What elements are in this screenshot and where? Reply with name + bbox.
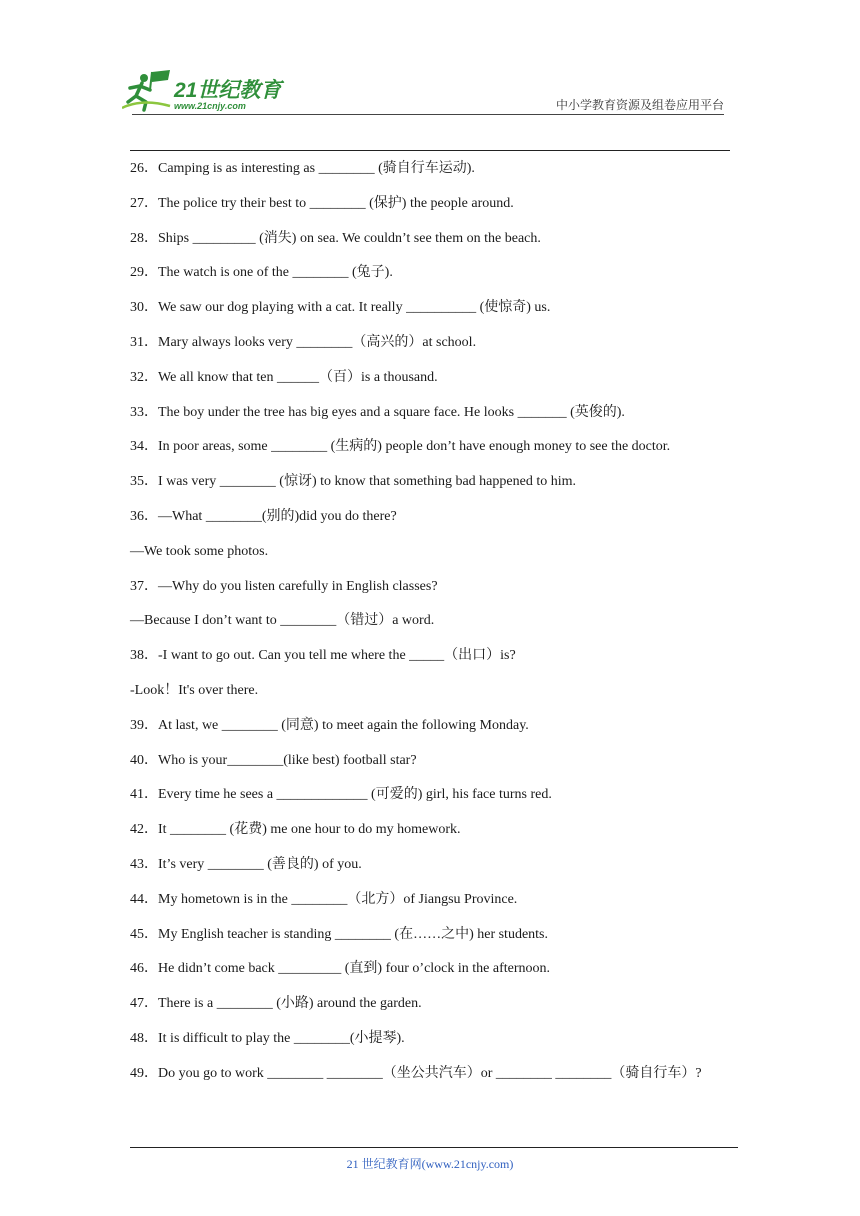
- footer-site-link[interactable]: 21 世纪教育网(www.21cnjy.com): [346, 1157, 514, 1171]
- logo-url: www.21cnjy.com: [174, 101, 246, 111]
- question-30: 30．We saw our dog playing with a cat. It really __________ (使惊奇) us.: [130, 300, 551, 316]
- page-header: [0, 0, 860, 160]
- question-40: 40．Who is your________(like best) football star?: [130, 752, 417, 768]
- question-45: 45．My English teacher is standing ________ (在……之中) her students.: [130, 926, 549, 942]
- answer-38: -Look！It's over there.: [130, 682, 259, 698]
- question-29: 29．The watch is one of the ________ (兔子).: [130, 265, 393, 281]
- question-48: 48．It is difficult to play the ________(小提琴).: [130, 1030, 405, 1046]
- question-38: 38．-I want to go out. Can you tell me where the _____（出口）is?: [130, 648, 516, 664]
- header-platform-label: 中小学教育资源及组卷应用平台: [555, 98, 724, 112]
- question-31: 31．Mary always looks very ________（高兴的）at school.: [130, 334, 477, 350]
- logo-text: 21世纪教育: [174, 79, 282, 102]
- footer-divider: [130, 1147, 738, 1148]
- question-35: 35．I was very ________ (惊讶) to know that something bad happened to him.: [130, 474, 576, 490]
- question-26: 26．Camping is as interesting as ________ (骑自行车运动).: [130, 161, 475, 176]
- question-41: 41．Every time he sees a _____________ (可爱的) girl, his face turns red.: [130, 787, 552, 803]
- question-49: 49．Do you go to work ________ ________（坐公共汽车）or ________ ________（骑自行车）?: [130, 1065, 702, 1081]
- question-32: 32．We all know that ten ______（百）is a thousand.: [130, 369, 438, 385]
- runner-logo-icon: [122, 68, 178, 114]
- question-28: 28．Ships _________ (消失) on sea. We couldn’t see them on the beach.: [130, 230, 541, 246]
- answer-36: —We took some photos.: [130, 543, 269, 559]
- question-47: 47．There is a ________ (小路) around the garden.: [130, 996, 422, 1012]
- question-43: 43．It’s very ________ (善良的) of you.: [130, 856, 362, 872]
- header-divider-bold: [130, 150, 730, 151]
- question-42: 42．It ________ (花费) me one hour to do my homework.: [130, 822, 461, 838]
- question-39: 39．At last, we ________ (同意) to meet again the following Monday.: [130, 717, 529, 733]
- answer-37: —Because I don’t want to ________（错过）a word.: [130, 613, 435, 629]
- question-list: [130, 158, 730, 1091]
- question-46: 46．He didn’t come back _________ (直到) four o’clock in the afternoon.: [130, 961, 551, 977]
- question-44: 44．My hometown is in the ________（北方）of Jiangsu Province.: [130, 891, 518, 907]
- header-divider: [132, 114, 724, 115]
- question-36: 36．—What ________(别的)did you do there?: [130, 508, 397, 524]
- question-27: 27．The police try their best to ________ (保护) the people around.: [130, 195, 514, 211]
- question-37: 37．—Why do you listen carefully in English classes?: [130, 578, 438, 594]
- question-34: 34．In poor areas, some ________ (生病的) people don’t have enough money to see the doctor.: [130, 439, 671, 455]
- site-logo[interactable]: [122, 68, 297, 118]
- question-33: 33．The boy under the tree has big eyes and a square face. He looks _______ (英俊的).: [130, 404, 625, 420]
